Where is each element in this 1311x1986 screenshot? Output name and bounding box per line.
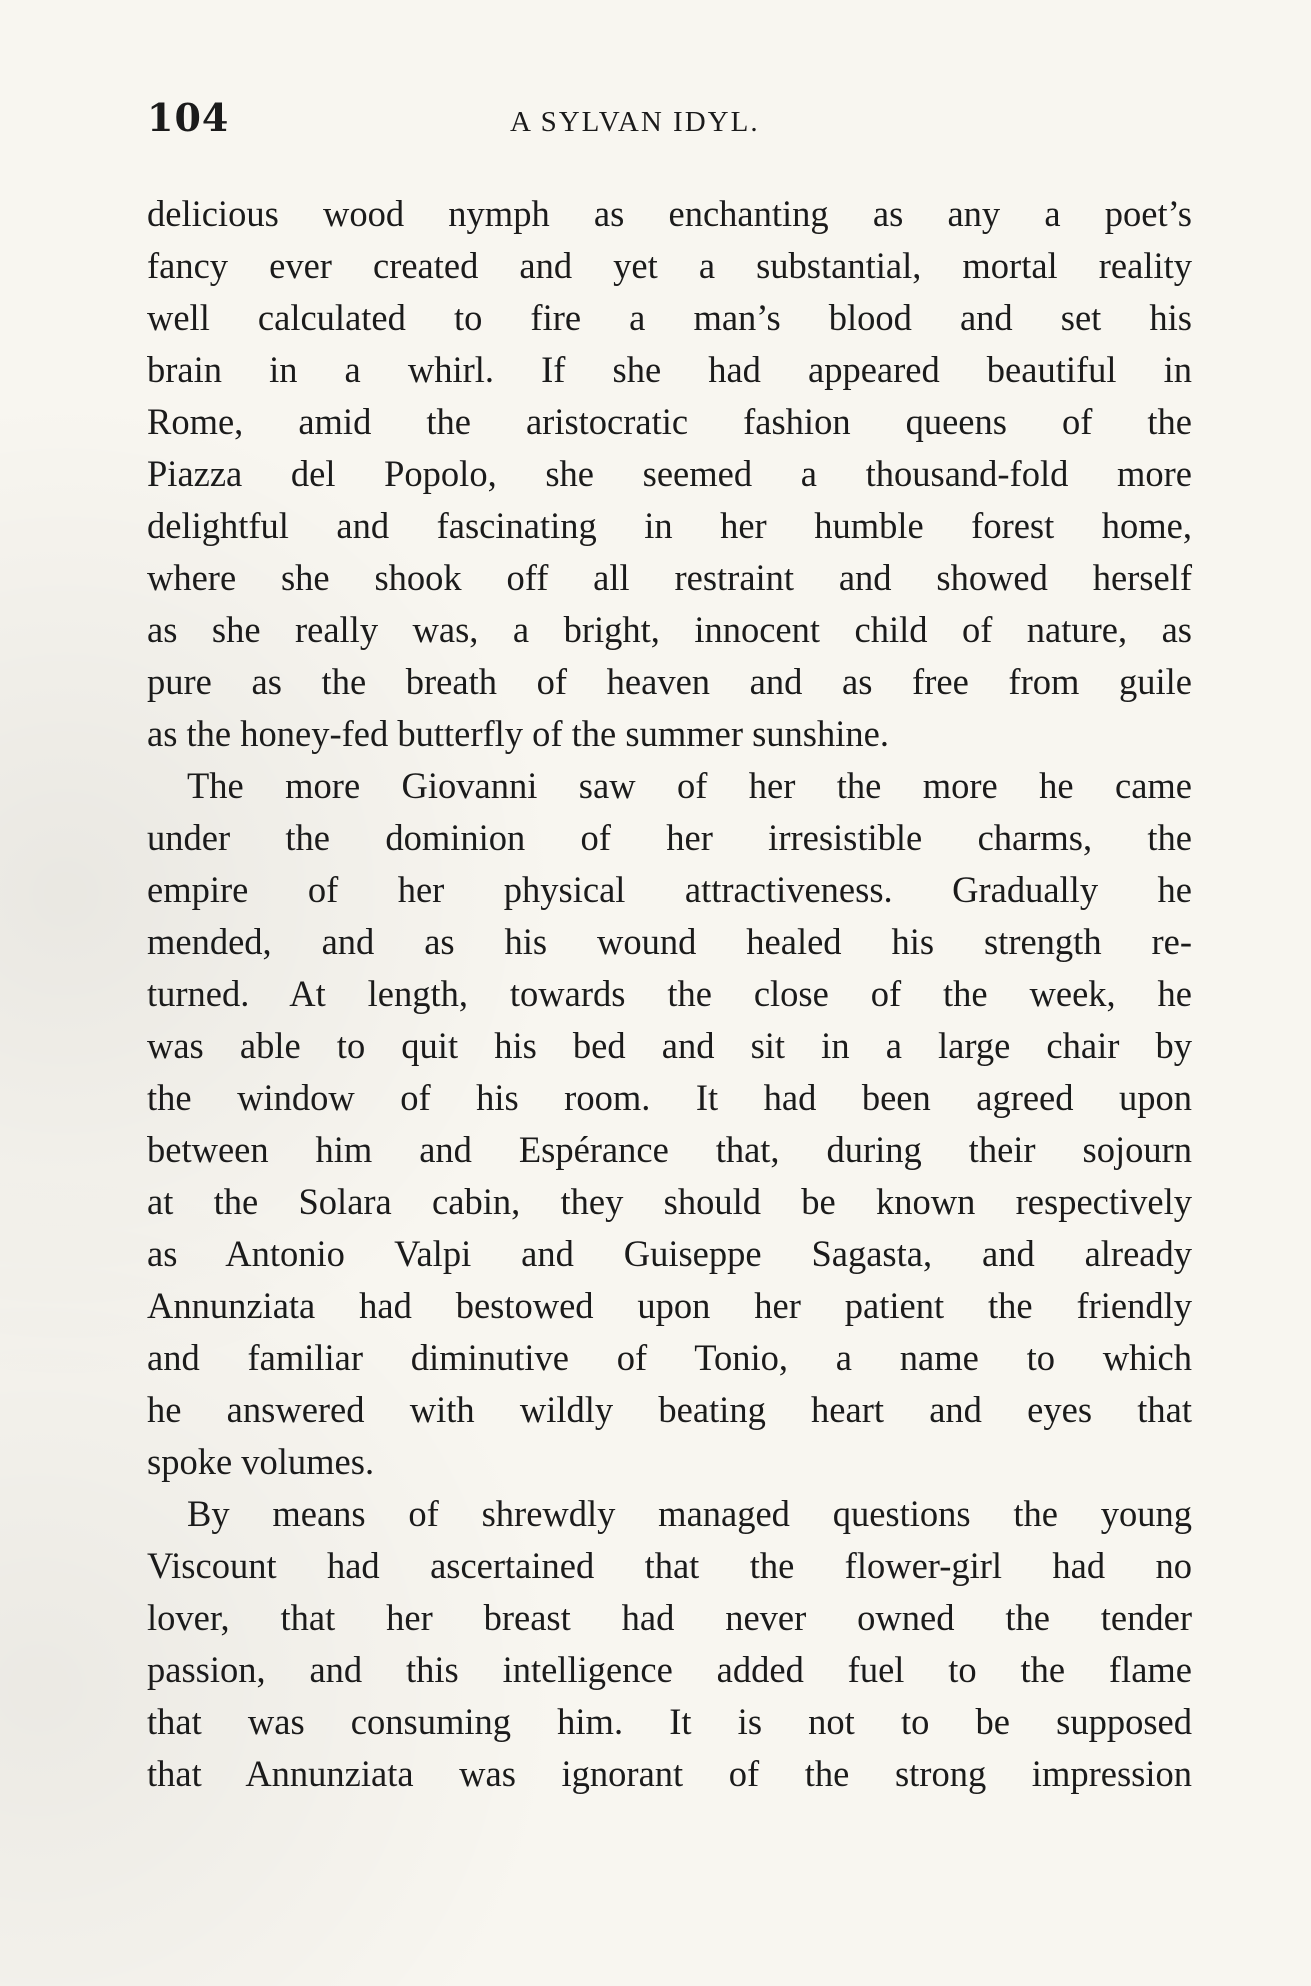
text-line-content: pure as the breath of heaven and as free from guile <box>147 661 1192 702</box>
text-line <box>147 1020 1192 1072</box>
text-line-content: turned. At length, towards the close of the week, he <box>147 973 1192 1014</box>
text-line <box>147 656 1192 708</box>
text-line <box>147 1436 1192 1488</box>
text-line-content: Annunziata had bestowed upon her patient the friendly <box>147 1285 1192 1326</box>
text-line <box>147 448 1192 500</box>
text-line <box>147 1228 1192 1280</box>
text-line <box>147 1332 1192 1384</box>
text-line-content: under the dominion of her irresistible charms, the <box>147 817 1192 858</box>
text-line <box>147 1072 1192 1124</box>
text-line <box>147 500 1192 552</box>
text-line <box>147 812 1192 864</box>
text-line-content: Piazza del Popolo, she seemed a thousand-fold more <box>147 453 1192 494</box>
text-line-content: as the honey-fed butterfly of the summer sunshine. <box>147 713 889 754</box>
text-line-content: brain in a whirl. If she had appeared beautiful in <box>147 349 1192 390</box>
text-line-content: at the Solara cabin, they should be known respectively <box>147 1181 1192 1222</box>
text-line-content: The more Giovanni saw of her the more he came <box>187 765 1192 806</box>
text-line-content: delicious wood nymph as enchanting as any a poet’s <box>147 193 1192 234</box>
text-line-content: and familiar diminutive of Tonio, a name to which <box>147 1337 1192 1378</box>
text-line-content: where she shook off all restraint and showed herself <box>147 557 1192 598</box>
text-line-content: fancy ever created and yet a substantial, mortal reality <box>147 245 1192 286</box>
text-line <box>147 1176 1192 1228</box>
text-line <box>147 1540 1192 1592</box>
text-line <box>147 292 1192 344</box>
text-line <box>147 760 1192 812</box>
text-line <box>147 1748 1192 1800</box>
text-line-content: that was consuming him. It is not to be supposed <box>147 1701 1192 1742</box>
text-line <box>147 1696 1192 1748</box>
text-line-content: between him and Espérance that, during their sojourn <box>147 1129 1192 1170</box>
text-line-content: as she really was, a bright, innocent child of nature, as <box>147 609 1192 650</box>
text-line-content: that Annunziata was ignorant of the strong impression <box>147 1753 1192 1794</box>
text-line <box>147 552 1192 604</box>
text-line <box>147 1124 1192 1176</box>
body-text <box>147 188 1192 1800</box>
page-number: 104 <box>147 95 230 140</box>
text-line-content: passion, and this intelligence added fuel to the flame <box>147 1649 1192 1690</box>
text-line <box>147 396 1192 448</box>
text-line-content: By means of shrewdly managed questions the young <box>187 1493 1192 1534</box>
text-line-content: Viscount had ascertained that the flower-girl had no <box>147 1545 1192 1586</box>
text-line <box>147 1280 1192 1332</box>
text-line <box>147 1644 1192 1696</box>
text-line <box>147 968 1192 1020</box>
text-line-content: lover, that her breast had never owned the tender <box>147 1597 1192 1638</box>
text-line <box>147 1488 1192 1540</box>
text-line-content: was able to quit his bed and sit in a large chair by <box>147 1025 1192 1066</box>
text-line-content: well calculated to fire a man’s blood and set his <box>147 297 1192 338</box>
text-line-content: the window of his room. It had been agreed upon <box>147 1077 1192 1118</box>
text-line-content: Rome, amid the aristocratic fashion queens of the <box>147 401 1192 442</box>
text-line <box>147 916 1192 968</box>
text-line <box>147 344 1192 396</box>
text-line <box>147 604 1192 656</box>
text-line <box>147 1592 1192 1644</box>
text-line-content: mended, and as his wound healed his strength re- <box>147 921 1192 962</box>
text-line-content: delightful and fascinating in her humble forest home, <box>147 505 1192 546</box>
text-line-content: as Antonio Valpi and Guiseppe Sagasta, and already <box>147 1233 1192 1274</box>
text-line <box>147 708 1192 760</box>
text-line <box>147 1384 1192 1436</box>
running-title: A SYLVAN IDYL. <box>510 106 760 138</box>
text-line-content: he answered with wildly beating heart and eyes that <box>147 1389 1192 1430</box>
text-line <box>147 188 1192 240</box>
text-line-content: spoke volumes. <box>147 1441 375 1482</box>
text-line <box>147 864 1192 916</box>
text-line-content: empire of her physical attractiveness. Gradually he <box>147 869 1192 910</box>
text-line <box>147 240 1192 292</box>
